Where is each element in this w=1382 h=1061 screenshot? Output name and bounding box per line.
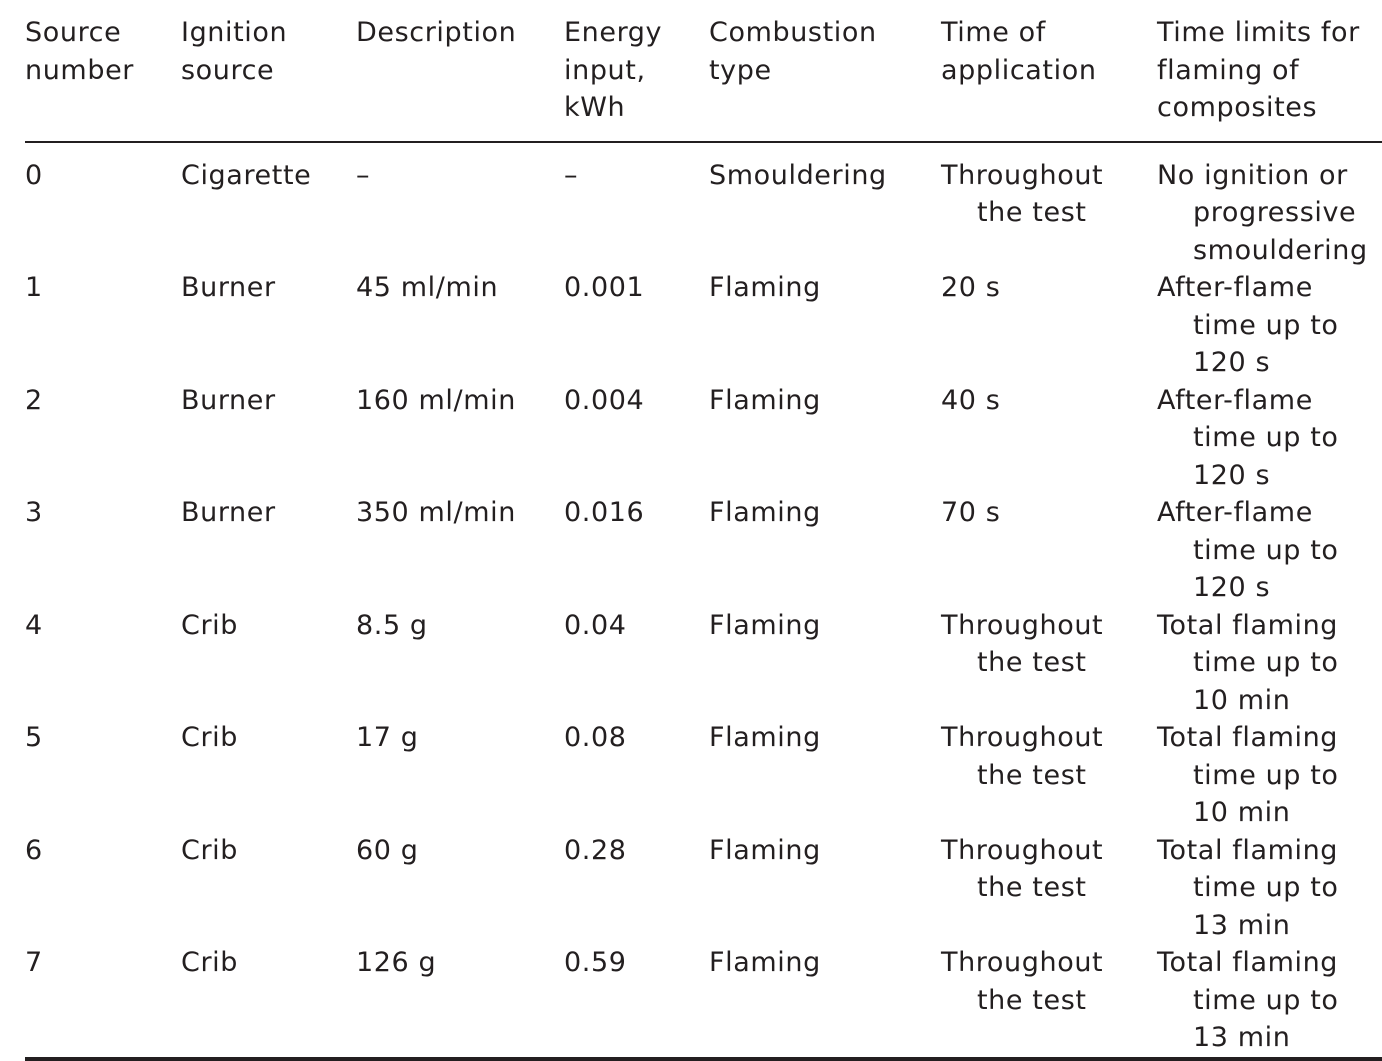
cell-source-number: 0 — [25, 159, 43, 191]
ignition-sources-table-wrapper — [25, 14, 1382, 1061]
cell-source-number: 6 — [25, 834, 43, 866]
header-line: source — [181, 54, 275, 86]
cell-line: 13 min — [1193, 1022, 1291, 1053]
header-line: kWh — [564, 92, 626, 123]
cell-ignition-source: Crib — [181, 834, 238, 866]
cell-ignition-source: Burner — [181, 272, 276, 303]
cell-line: smouldering — [1193, 234, 1368, 266]
cell-ignition-source: Crib — [181, 944, 356, 1059]
cell-combustion-type: Flaming — [709, 722, 821, 753]
cell-line: After-flame — [1157, 497, 1313, 528]
cell-line: Throughout — [941, 947, 1104, 978]
cell-combustion-type: Flaming — [709, 609, 821, 641]
cell-source-number: 1 — [25, 272, 43, 303]
cell-line: time up to — [1193, 309, 1339, 341]
cell-line: Throughout — [941, 159, 1104, 191]
table-row — [25, 607, 1382, 720]
cell-description: 160 ml/min — [356, 384, 516, 416]
cell-energy-input: 0.016 — [564, 497, 645, 528]
cell-time-limits — [1157, 832, 1382, 945]
table-row — [25, 142, 1382, 270]
cell-line: time up to — [1193, 534, 1339, 566]
cell-time-of-application — [941, 494, 1157, 607]
cell-line: Total flaming — [1157, 947, 1339, 978]
cell-energy-input: – — [564, 159, 579, 191]
cell-line: Total flaming — [1157, 834, 1339, 866]
cell-energy-input: 0.59 — [564, 944, 709, 1059]
cell-line: time up to — [1193, 759, 1339, 791]
cell-line: 20 s — [941, 272, 1001, 303]
cell-description: – — [356, 159, 371, 191]
cell-time-limits — [1157, 494, 1382, 607]
cell-line: Total flaming — [1157, 609, 1339, 641]
cell-description: 350 ml/min — [356, 497, 516, 528]
table-row — [25, 832, 1382, 945]
cell-line: progressive — [1193, 197, 1357, 228]
cell-line: 120 s — [1193, 572, 1271, 603]
cell-line: 120 s — [1193, 459, 1271, 491]
ignition-sources-table — [25, 14, 1382, 1061]
cell-time-limits — [1157, 944, 1382, 1059]
header-time-limits — [1157, 14, 1382, 142]
cell-line: After-flame — [1157, 384, 1313, 416]
cell-ignition-source: Burner — [181, 384, 276, 416]
cell-line: 70 s — [941, 497, 1001, 528]
cell-time-of-application — [941, 832, 1157, 945]
cell-source-number: 4 — [25, 609, 43, 641]
header-time-of-application — [941, 14, 1157, 142]
cell-energy-input: 0.28 — [564, 834, 627, 866]
cell-source-number: 5 — [25, 722, 43, 753]
cell-line: Throughout — [941, 834, 1104, 866]
cell-energy-input: 0.04 — [564, 609, 627, 641]
table-row — [25, 494, 1382, 607]
cell-description: 126 g — [356, 944, 564, 1059]
cell-energy-input: 0.001 — [564, 272, 645, 303]
cell-time-of-application — [941, 607, 1157, 720]
cell-combustion-type: Flaming — [709, 272, 821, 303]
cell-description: 60 g — [356, 834, 419, 866]
cell-line: the test — [977, 197, 1087, 228]
header-row — [25, 14, 1382, 142]
table-row — [25, 719, 1382, 832]
table-row — [25, 944, 1382, 1059]
cell-ignition-source: Cigarette — [181, 159, 312, 191]
header-source-number — [25, 14, 181, 142]
cell-line: the test — [977, 872, 1087, 903]
header-line: composites — [1157, 92, 1318, 123]
cell-combustion-type: Flaming — [709, 497, 821, 528]
cell-energy-input: 0.08 — [564, 722, 627, 753]
header-line: Energy — [564, 17, 663, 48]
cell-ignition-source: Crib — [181, 609, 238, 641]
header-line: Source — [25, 17, 122, 48]
table-row — [25, 269, 1382, 382]
header-line: Time of — [941, 17, 1046, 48]
header-line: flaming of — [1157, 54, 1300, 86]
cell-line: time up to — [1193, 647, 1339, 678]
table-row — [25, 382, 1382, 495]
table-body — [25, 142, 1382, 1059]
cell-time-of-application — [941, 382, 1157, 495]
cell-line: 10 min — [1193, 797, 1291, 828]
cell-time-of-application — [941, 142, 1157, 270]
header-line: application — [941, 54, 1097, 86]
cell-source-number: 2 — [25, 384, 43, 416]
cell-line: 13 min — [1193, 909, 1291, 941]
cell-time-of-application — [941, 719, 1157, 832]
cell-line: No ignition or — [1157, 159, 1348, 191]
cell-combustion-type: Flaming — [709, 944, 941, 1059]
header-description — [356, 14, 564, 142]
cell-line: 10 min — [1193, 684, 1291, 716]
cell-line: 40 s — [941, 384, 1001, 416]
cell-line: Total flaming — [1157, 722, 1339, 753]
cell-time-limits — [1157, 719, 1382, 832]
header-line: number — [25, 54, 134, 86]
cell-combustion-type: Flaming — [709, 834, 821, 866]
cell-line: Throughout — [941, 722, 1104, 753]
table-header — [25, 14, 1382, 142]
cell-source-number: 7 — [25, 944, 181, 1059]
cell-time-limits — [1157, 142, 1382, 270]
cell-line: time up to — [1193, 984, 1339, 1016]
cell-ignition-source: Crib — [181, 722, 238, 753]
header-combustion-type — [709, 14, 941, 142]
cell-line: time up to — [1193, 872, 1339, 903]
cell-time-limits — [1157, 607, 1382, 720]
cell-description: 8.5 g — [356, 609, 428, 641]
header-line: Description — [356, 17, 517, 48]
cell-line: time up to — [1193, 422, 1339, 453]
header-line: Ignition — [181, 17, 288, 48]
cell-line: After-flame — [1157, 272, 1313, 303]
cell-ignition-source: Burner — [181, 497, 276, 528]
cell-description: 17 g — [356, 722, 419, 753]
cell-line: the test — [977, 647, 1087, 678]
cell-time-of-application — [941, 944, 1157, 1059]
header-line: Combustion — [709, 17, 877, 48]
cell-line: 120 s — [1193, 347, 1271, 378]
cell-source-number: 3 — [25, 497, 43, 528]
cell-time-of-application — [941, 269, 1157, 382]
cell-description: 45 ml/min — [356, 272, 499, 303]
cell-combustion-type: Flaming — [709, 384, 821, 416]
header-line: type — [709, 54, 772, 86]
cell-time-limits — [1157, 382, 1382, 495]
cell-energy-input: 0.004 — [564, 384, 645, 416]
header-line: Time limits for — [1157, 17, 1360, 48]
cell-line: the test — [977, 759, 1087, 791]
header-ignition-source — [181, 14, 356, 142]
header-energy-input — [564, 14, 709, 142]
cell-combustion-type: Smouldering — [709, 159, 887, 191]
cell-time-limits — [1157, 269, 1382, 382]
header-line: input, — [564, 54, 646, 86]
cell-line: the test — [977, 984, 1087, 1016]
cell-line: Throughout — [941, 609, 1104, 641]
